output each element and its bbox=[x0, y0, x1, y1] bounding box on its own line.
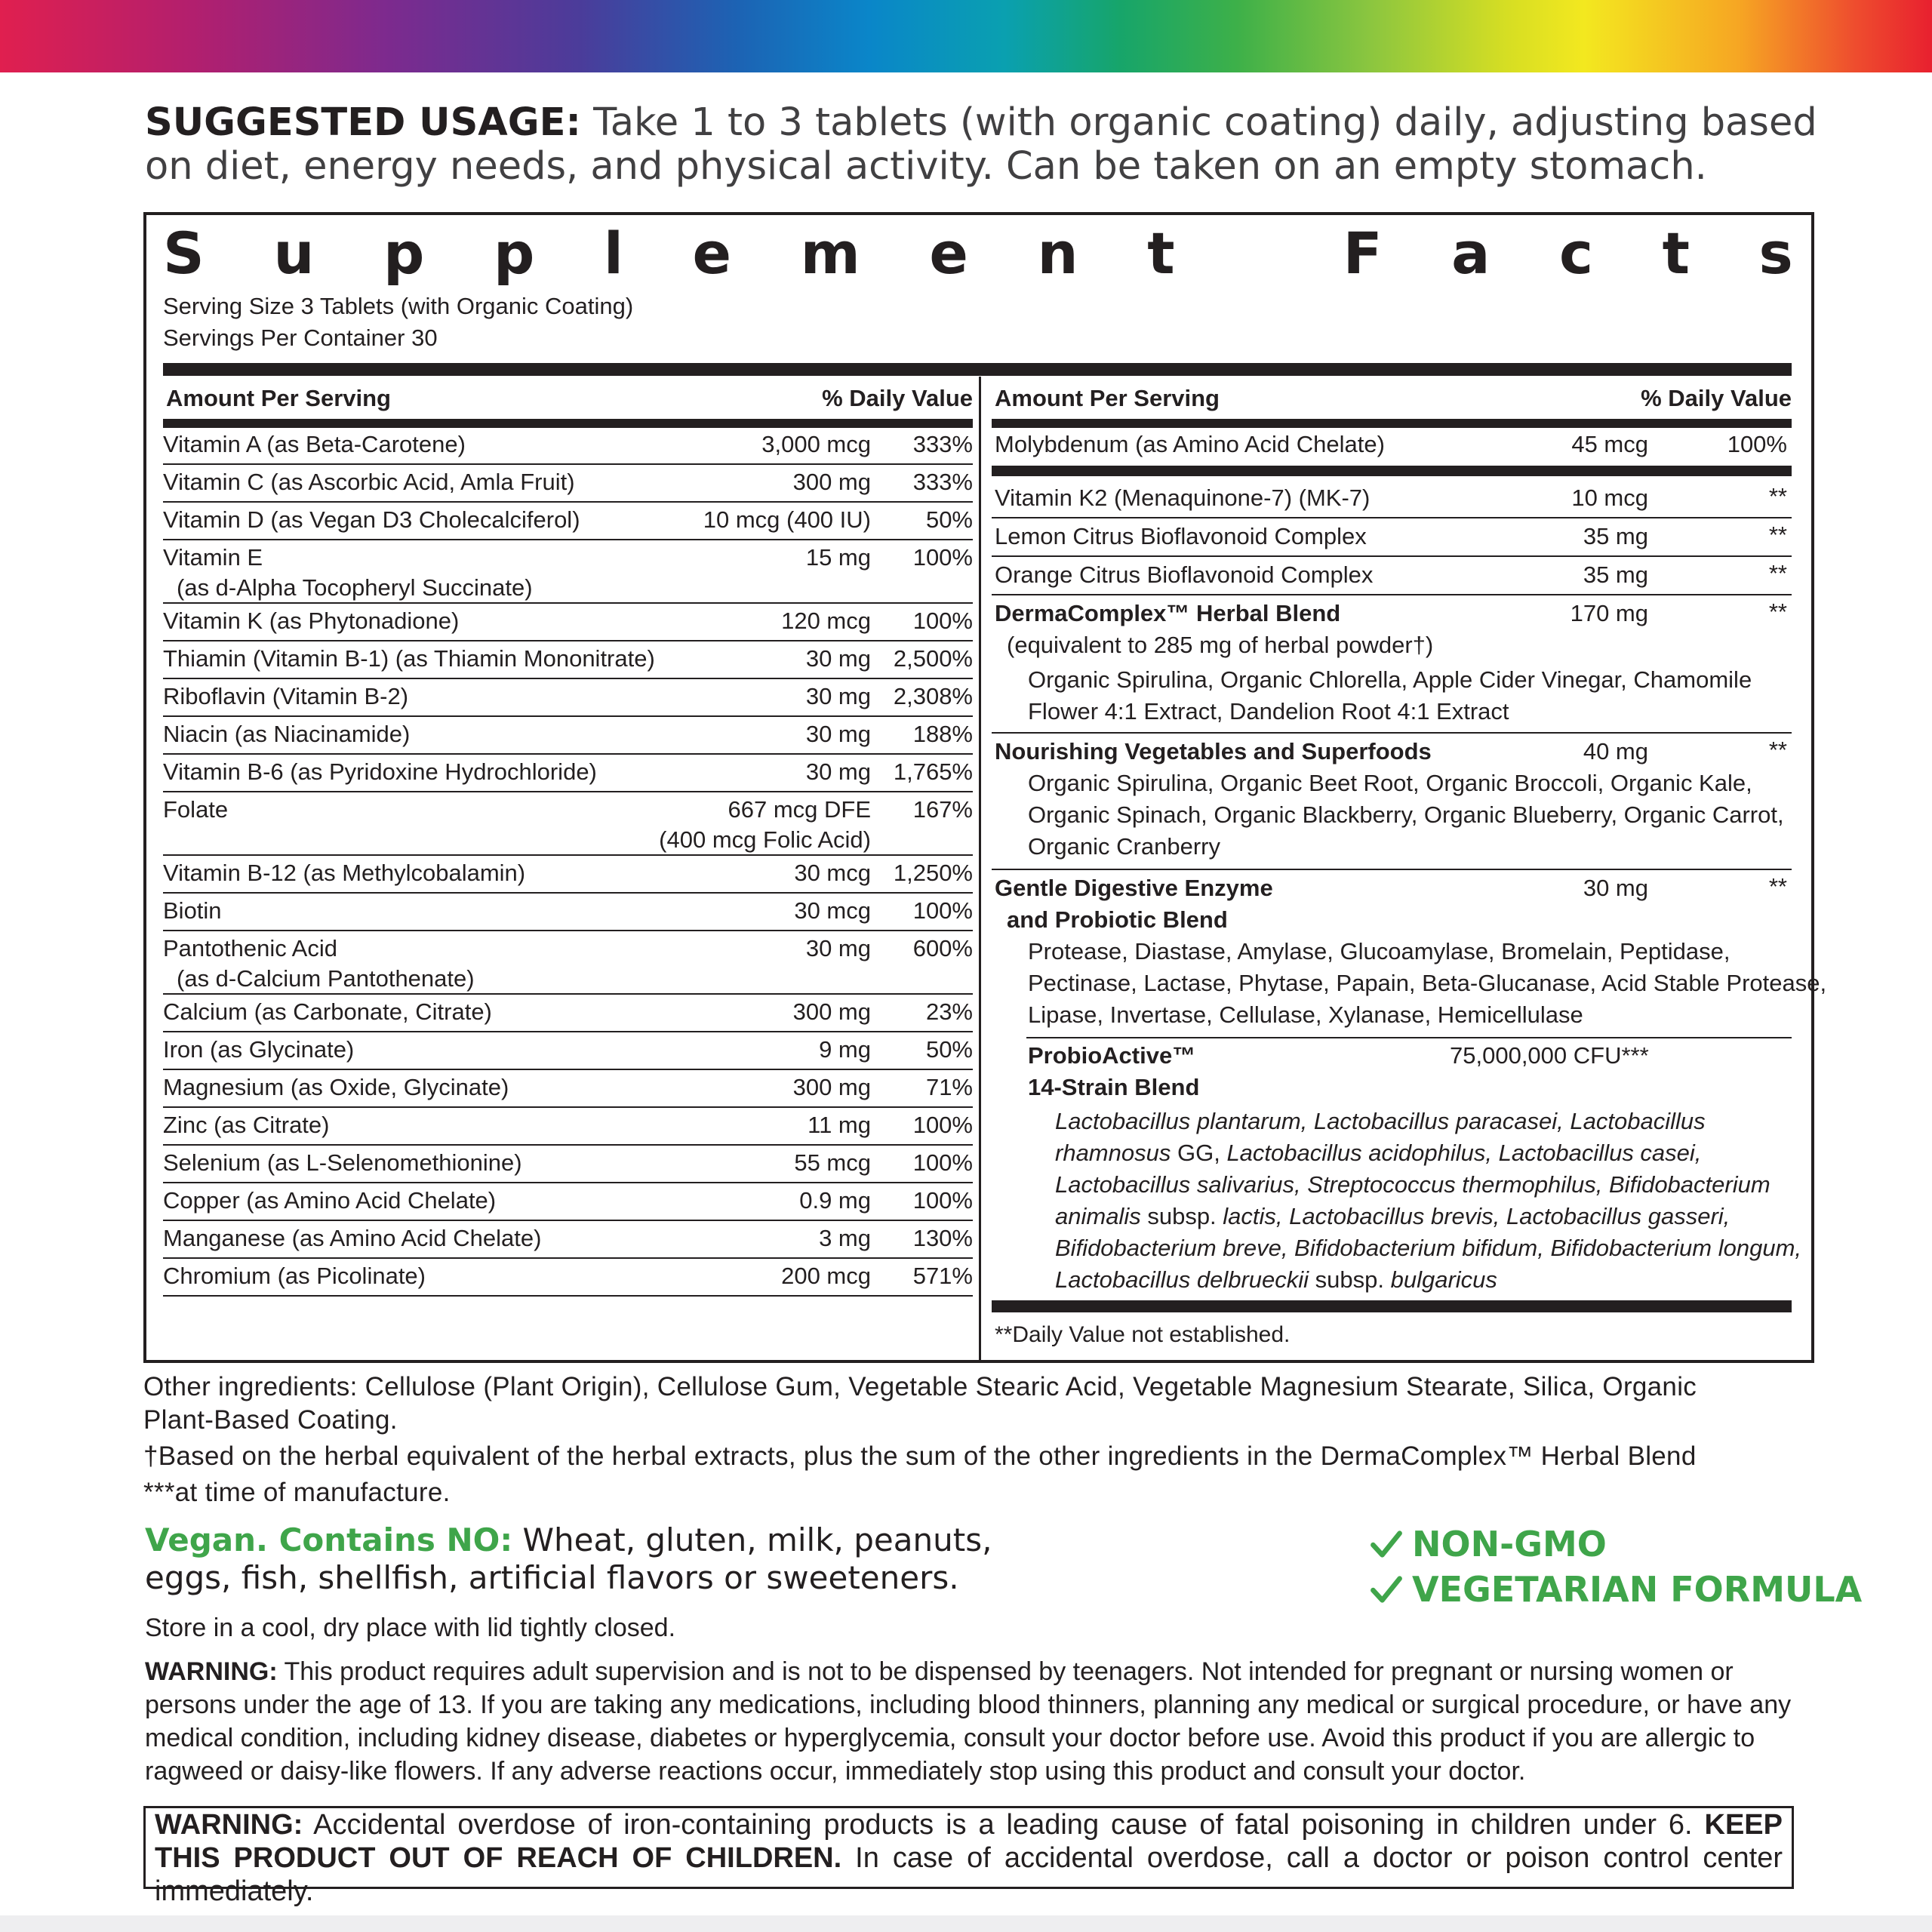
nutrient-amount: 300 mg bbox=[792, 1074, 871, 1100]
strain-text: lactis, Lactobacillus brevis, Lactobacillus gasseri, bbox=[1223, 1203, 1730, 1229]
nutrient-amount: 30 mcg bbox=[794, 860, 871, 886]
nutrient-name: Selenium (as L-Selenomethionine) bbox=[163, 1149, 522, 1176]
title-letter: t bbox=[1147, 220, 1175, 287]
top-thick-rule bbox=[163, 363, 1792, 376]
usage-label: SUGGESTED USAGE: bbox=[145, 100, 581, 145]
title-letter: S bbox=[163, 220, 205, 287]
row-divider bbox=[163, 501, 973, 503]
nutrient-name: Manganese (as Amino Acid Chelate) bbox=[163, 1225, 542, 1251]
nutrient-daily-value: 1,250% bbox=[893, 860, 973, 886]
usage-text: Take 1 to 3 tablets (with organic coating) daily, adjusting based on diet, energy needs, and physical activity. Can be taken on an empty stomach. bbox=[145, 100, 1817, 189]
nutrient-amount: 3 mg bbox=[819, 1225, 871, 1251]
nutrient-daily-value: 130% bbox=[912, 1225, 973, 1251]
nutrient-daily-value: 100% bbox=[912, 1149, 973, 1176]
title-letter: p bbox=[383, 220, 425, 287]
nutrient-name: Iron (as Glycinate) bbox=[163, 1036, 355, 1063]
strain-line bbox=[1055, 1106, 1706, 1137]
nutrient-amount: 30 mg bbox=[805, 645, 871, 672]
nutrient-name: Zinc (as Citrate) bbox=[163, 1112, 330, 1138]
nutrient-amount: 300 mg bbox=[792, 998, 871, 1025]
nutrient-amount: 667 mcg DFE bbox=[728, 796, 871, 823]
molybdenum-amount: 45 mcg bbox=[1571, 431, 1648, 457]
row-divider bbox=[163, 640, 973, 641]
nutrient-amount: 30 mg bbox=[805, 935, 871, 961]
k2-dv: ** bbox=[1768, 483, 1787, 509]
row-divider bbox=[992, 555, 1792, 557]
nutrient-source: (as d-Alpha Tocopheryl Succinate) bbox=[177, 574, 533, 601]
supplement-facts-panel bbox=[143, 212, 1827, 1363]
strain-line bbox=[1055, 1232, 1801, 1264]
nutrient-name: Vitamin D (as Vegan D3 Cholecalciferol) bbox=[163, 506, 580, 533]
nourish-dv: ** bbox=[1768, 737, 1787, 763]
star-footnote: ***at time of manufacture. bbox=[143, 1478, 451, 1507]
nutrient-daily-value: 167% bbox=[912, 796, 973, 823]
title-letter: p bbox=[493, 220, 535, 287]
row-divider bbox=[163, 930, 973, 931]
k2-name: Vitamin K2 (Menaquinone-7) (MK-7) bbox=[995, 485, 1371, 511]
badge-non-gmo bbox=[1370, 1521, 1862, 1567]
probio-name-2: 14-Strain Blend bbox=[1028, 1074, 1200, 1100]
molybdenum-rule bbox=[992, 466, 1792, 476]
row-divider bbox=[163, 678, 973, 679]
nutrient-amount-detail: (400 mcg Folic Acid) bbox=[659, 826, 871, 853]
nutrient-name: Vitamin B-12 (as Methylcobalamin) bbox=[163, 860, 526, 886]
row-divider bbox=[163, 1106, 973, 1108]
right-header-rule bbox=[992, 419, 1792, 428]
derma-dv: ** bbox=[1768, 598, 1787, 625]
nutrient-daily-value: 1,765% bbox=[893, 758, 973, 785]
molybdenum-name: Molybdenum (as Amino Acid Chelate) bbox=[995, 431, 1385, 457]
nutrient-daily-value: 2,308% bbox=[893, 683, 973, 709]
nutrient-amount: 55 mcg bbox=[794, 1149, 871, 1176]
checkmark-icon bbox=[1370, 1573, 1403, 1606]
nutrient-name: Vitamin A (as Beta-Carotene) bbox=[163, 431, 466, 457]
row-divider bbox=[163, 602, 973, 604]
nutrient-name: Thiamin (Vitamin B-1) (as Thiamin Mononitrate) bbox=[163, 645, 655, 672]
left-header-rule bbox=[163, 419, 973, 428]
nutrient-name: Vitamin E bbox=[163, 544, 263, 571]
title-letter: e bbox=[929, 220, 968, 287]
row-divider bbox=[163, 1257, 973, 1259]
row-divider bbox=[992, 594, 1792, 595]
strain-text: animalis bbox=[1055, 1203, 1141, 1229]
title-letter: c bbox=[1559, 220, 1594, 287]
nutrient-name: Biotin bbox=[163, 897, 222, 924]
row-divider bbox=[163, 1069, 973, 1070]
strain-text: GG, bbox=[1171, 1140, 1227, 1166]
nourish-name: Nourishing Vegetables and Superfoods bbox=[995, 738, 1432, 764]
iron-warning-text-3: In case of accidental overdose, call a doctor or poison control center immediately. bbox=[155, 1842, 1783, 1907]
title-letter: m bbox=[800, 220, 860, 287]
facts-title bbox=[163, 220, 1793, 288]
nutrient-amount: 11 mg bbox=[808, 1112, 871, 1138]
nourish-ingredients-2: Organic Spinach, Organic Blackberry, Organic Blueberry, Organic Carrot, bbox=[1028, 801, 1784, 828]
nutrient-daily-value: 100% bbox=[912, 608, 973, 634]
nutrient-name: Niacin (as Niacinamide) bbox=[163, 721, 411, 747]
badge-label: NON-GMO bbox=[1412, 1524, 1607, 1564]
strain-line bbox=[1055, 1264, 1497, 1296]
molybdenum-dv: 100% bbox=[1727, 431, 1787, 457]
nutrient-name: Chromium (as Picolinate) bbox=[163, 1263, 426, 1289]
nutrient-daily-value: 50% bbox=[925, 506, 973, 533]
other-ingredients-line-2: Plant-Based Coating. bbox=[143, 1405, 398, 1435]
column-divider bbox=[979, 377, 981, 1360]
nutrient-daily-value: 100% bbox=[912, 897, 973, 924]
strain-text: bulgaricus bbox=[1390, 1266, 1497, 1293]
bottom-thick-rule bbox=[992, 1300, 1792, 1312]
row-divider bbox=[163, 463, 973, 465]
title-letter: F bbox=[1343, 220, 1383, 287]
row-divider bbox=[1026, 1037, 1792, 1038]
row-divider bbox=[163, 715, 973, 717]
adult-supervision-warning bbox=[145, 1655, 1805, 1788]
bottom-edge bbox=[0, 1915, 1932, 1932]
serving-size: Serving Size 3 Tablets (with Organic Coating) bbox=[163, 293, 634, 319]
title-letter: e bbox=[692, 220, 732, 287]
nutrient-daily-value: 23% bbox=[925, 998, 973, 1025]
vegan-label: Vegan. Contains NO: bbox=[145, 1521, 513, 1558]
nutrient-amount: 30 mg bbox=[805, 758, 871, 785]
nutrient-amount: 200 mcg bbox=[781, 1263, 871, 1289]
nutrient-name: Vitamin K (as Phytonadione) bbox=[163, 608, 460, 634]
suggested-usage bbox=[145, 101, 1866, 189]
strain-line bbox=[1055, 1201, 1730, 1232]
nutrient-daily-value: 100% bbox=[912, 1187, 973, 1214]
row-divider bbox=[163, 1031, 973, 1032]
row-divider bbox=[163, 1220, 973, 1221]
nutrient-amount: 3,000 mcg bbox=[761, 431, 871, 457]
certification-badges bbox=[1370, 1521, 1862, 1612]
nutrient-amount: 10 mcg (400 IU) bbox=[703, 506, 871, 533]
probio-name-1: ProbioActive™ bbox=[1028, 1042, 1196, 1069]
left-header-amount: Amount Per Serving bbox=[166, 385, 391, 411]
enzyme-ingredients-1: Protease, Diastase, Amylase, Glucoamylase, Bromelain, Peptidase, bbox=[1028, 938, 1730, 964]
lemon-dv: ** bbox=[1768, 521, 1787, 548]
title-letter: n bbox=[1037, 220, 1078, 287]
strain-text: Bifidobacterium breve, Bifidobacterium bifidum, Bifidobacterium longum, bbox=[1055, 1235, 1802, 1261]
nutrient-name: Magnesium (as Oxide, Glycinate) bbox=[163, 1074, 509, 1100]
dagger-footnote: †Based on the herbal equivalent of the herbal extracts, plus the sum of the other ingredients in the DermaComplex™ Herbal Blend bbox=[143, 1441, 1697, 1471]
title-letter: u bbox=[273, 220, 315, 287]
servings-per-container: Servings Per Container 30 bbox=[163, 325, 438, 351]
right-header-dv: % Daily Value bbox=[1641, 385, 1792, 411]
nutrient-source: (as d-Calcium Pantothenate) bbox=[177, 965, 475, 992]
iron-warning-box bbox=[143, 1806, 1794, 1907]
row-divider bbox=[992, 517, 1792, 518]
title-letter: l bbox=[603, 220, 623, 287]
row-divider bbox=[163, 1144, 973, 1146]
enzyme-ingredients-3: Lipase, Invertase, Cellulase, Xylanase, Hemicellulase bbox=[1028, 1001, 1583, 1028]
title-letter: s bbox=[1758, 220, 1793, 287]
orange-amount: 35 mg bbox=[1583, 561, 1648, 588]
enzyme-name-1: Gentle Digestive Enzyme bbox=[995, 875, 1273, 901]
nutrient-daily-value: 2,500% bbox=[893, 645, 973, 672]
nutrient-amount: 300 mg bbox=[792, 469, 871, 495]
strain-text: Lactobacillus acidophilus, Lactobacillus casei, bbox=[1226, 1140, 1702, 1166]
nutrient-name: Calcium (as Carbonate, Citrate) bbox=[163, 998, 492, 1025]
strain-text: rhamnosus bbox=[1055, 1140, 1171, 1166]
nourish-ingredients-1: Organic Spirulina, Organic Beet Root, Organic Broccoli, Organic Kale, bbox=[1028, 770, 1752, 796]
strain-text: subsp. bbox=[1309, 1266, 1391, 1293]
warning-label: WARNING: bbox=[145, 1657, 278, 1686]
iron-warning-label: WARNING: bbox=[155, 1809, 303, 1841]
nutrient-amount: 120 mcg bbox=[781, 608, 871, 634]
nourish-ingredients-3: Organic Cranberry bbox=[1028, 833, 1220, 860]
dv-footnote: **Daily Value not established. bbox=[995, 1322, 1291, 1347]
rainbow-header-bar bbox=[0, 0, 1932, 72]
enzyme-dv: ** bbox=[1768, 873, 1787, 900]
vegan-statement bbox=[145, 1521, 1051, 1597]
enzyme-name-2: and Probiotic Blend bbox=[1007, 906, 1228, 933]
nutrient-daily-value: 188% bbox=[912, 721, 973, 747]
storage-instructions: Store in a cool, dry place with lid tightly closed. bbox=[145, 1614, 676, 1642]
checkmark-icon bbox=[1370, 1527, 1403, 1561]
row-divider bbox=[163, 539, 973, 540]
nutrient-daily-value: 71% bbox=[925, 1074, 973, 1100]
probio-amount: 75,000,000 CFU*** bbox=[1450, 1042, 1649, 1069]
vegan-text-1: Wheat, gluten, milk, peanuts, bbox=[512, 1521, 992, 1558]
iron-warning-text-1: Accidental overdose of iron-containing products is a leading cause of fatal poisoning in children under 6. bbox=[303, 1809, 1705, 1841]
other-ingredients-line-1: Other ingredients: Cellulose (Plant Origin), Cellulose Gum, Vegetable Stearic Acid, Vegetable Magnesium Stearate, Silica, Organic bbox=[143, 1372, 1697, 1401]
row-divider bbox=[163, 1295, 973, 1297]
nutrient-name: Pantothenic Acid bbox=[163, 935, 337, 961]
nutrient-amount: 30 mcg bbox=[794, 897, 871, 924]
nourish-amount: 40 mg bbox=[1583, 738, 1648, 764]
orange-dv: ** bbox=[1768, 560, 1787, 586]
row-divider bbox=[163, 1182, 973, 1183]
nutrient-amount: 30 mg bbox=[805, 683, 871, 709]
nutrient-daily-value: 100% bbox=[912, 1112, 973, 1138]
derma-note: (equivalent to 285 mg of herbal powder†) bbox=[1007, 632, 1434, 658]
badge-vegetarian bbox=[1370, 1567, 1862, 1612]
strain-text: subsp. bbox=[1140, 1203, 1223, 1229]
row-divider bbox=[163, 753, 973, 755]
orange-name: Orange Citrus Bioflavonoid Complex bbox=[995, 561, 1374, 588]
strain-text: Lactobacillus plantarum, Lactobacillus paracasei, Lactobacillus bbox=[1055, 1108, 1706, 1134]
row-divider bbox=[163, 854, 973, 856]
nutrient-daily-value: 571% bbox=[912, 1263, 973, 1289]
iron-warning-keep-away: KEEP THIS PRODUCT OUT OF REACH OF CHILDREN. bbox=[155, 1809, 1783, 1874]
title-letter: t bbox=[1662, 220, 1690, 287]
row-divider bbox=[163, 892, 973, 894]
nutrient-amount: 15 mg bbox=[805, 544, 871, 571]
enzyme-amount: 30 mg bbox=[1583, 875, 1648, 901]
nutrient-daily-value: 50% bbox=[925, 1036, 973, 1063]
lemon-name: Lemon Citrus Bioflavonoid Complex bbox=[995, 523, 1367, 549]
derma-ingredients-2: Flower 4:1 Extract, Dandelion Root 4:1 Extract bbox=[1028, 698, 1509, 724]
badge-label: VEGETARIAN FORMULA bbox=[1412, 1569, 1863, 1610]
nutrient-name: Copper (as Amino Acid Chelate) bbox=[163, 1187, 497, 1214]
row-divider bbox=[163, 791, 973, 792]
nutrient-daily-value: 333% bbox=[912, 431, 973, 457]
strain-text: Lactobacillus salivarius, Streptococcus thermophilus, Bifidobacterium bbox=[1055, 1171, 1770, 1198]
strain-line bbox=[1055, 1137, 1701, 1169]
nutrient-name: Vitamin B-6 (as Pyridoxine Hydrochloride) bbox=[163, 758, 597, 785]
nutrient-amount: 30 mg bbox=[805, 721, 871, 747]
nutrient-daily-value: 600% bbox=[912, 935, 973, 961]
nutrient-daily-value: 100% bbox=[912, 544, 973, 571]
left-header-dv: % Daily Value bbox=[822, 385, 973, 411]
nutrient-name: Riboflavin (Vitamin B-2) bbox=[163, 683, 409, 709]
strain-line bbox=[1055, 1169, 1770, 1201]
row-divider bbox=[992, 732, 1792, 734]
right-header-amount: Amount Per Serving bbox=[995, 385, 1220, 411]
nutrient-amount: 9 mg bbox=[819, 1036, 871, 1063]
enzyme-ingredients-2: Pectinase, Lactase, Phytase, Papain, Beta-Glucanase, Acid Stable Protease, bbox=[1028, 970, 1827, 996]
nutrient-amount: 0.9 mg bbox=[799, 1187, 871, 1214]
row-divider bbox=[992, 869, 1792, 870]
derma-ingredients-1: Organic Spirulina, Organic Chlorella, Apple Cider Vinegar, Chamomile bbox=[1028, 666, 1752, 693]
lemon-amount: 35 mg bbox=[1583, 523, 1648, 549]
vegan-text-2: eggs, fish, shellfish, artificial flavors or sweeteners. bbox=[145, 1559, 959, 1596]
warning-text: This product requires adult supervision and is not to be dispensed by teenagers. Not intended for pregnant or nursing women or persons under the age of 13. If you are taking any medications, including blood thinners, planning any medical or surgical procedure, or have any medical condition, including kidney disease, diabetes or hyperglycemia, consult your doctor before use. Avoid this product if you are allergic to ragweed or daisy-like flowers. If any adverse reactions occur, immediately stop using this product and consult your doctor. bbox=[145, 1657, 1792, 1786]
nutrient-name: Vitamin C (as Ascorbic Acid, Amla Fruit) bbox=[163, 469, 575, 495]
nutrient-daily-value: 333% bbox=[912, 469, 973, 495]
k2-amount: 10 mcg bbox=[1571, 485, 1648, 511]
title-letter: a bbox=[1451, 220, 1491, 287]
nutrient-name: Folate bbox=[163, 796, 229, 823]
row-divider bbox=[163, 993, 973, 995]
derma-amount: 170 mg bbox=[1570, 600, 1648, 626]
derma-name: DermaComplex™ Herbal Blend bbox=[995, 600, 1341, 626]
strain-text: Lactobacillus delbrueckii bbox=[1055, 1266, 1309, 1293]
